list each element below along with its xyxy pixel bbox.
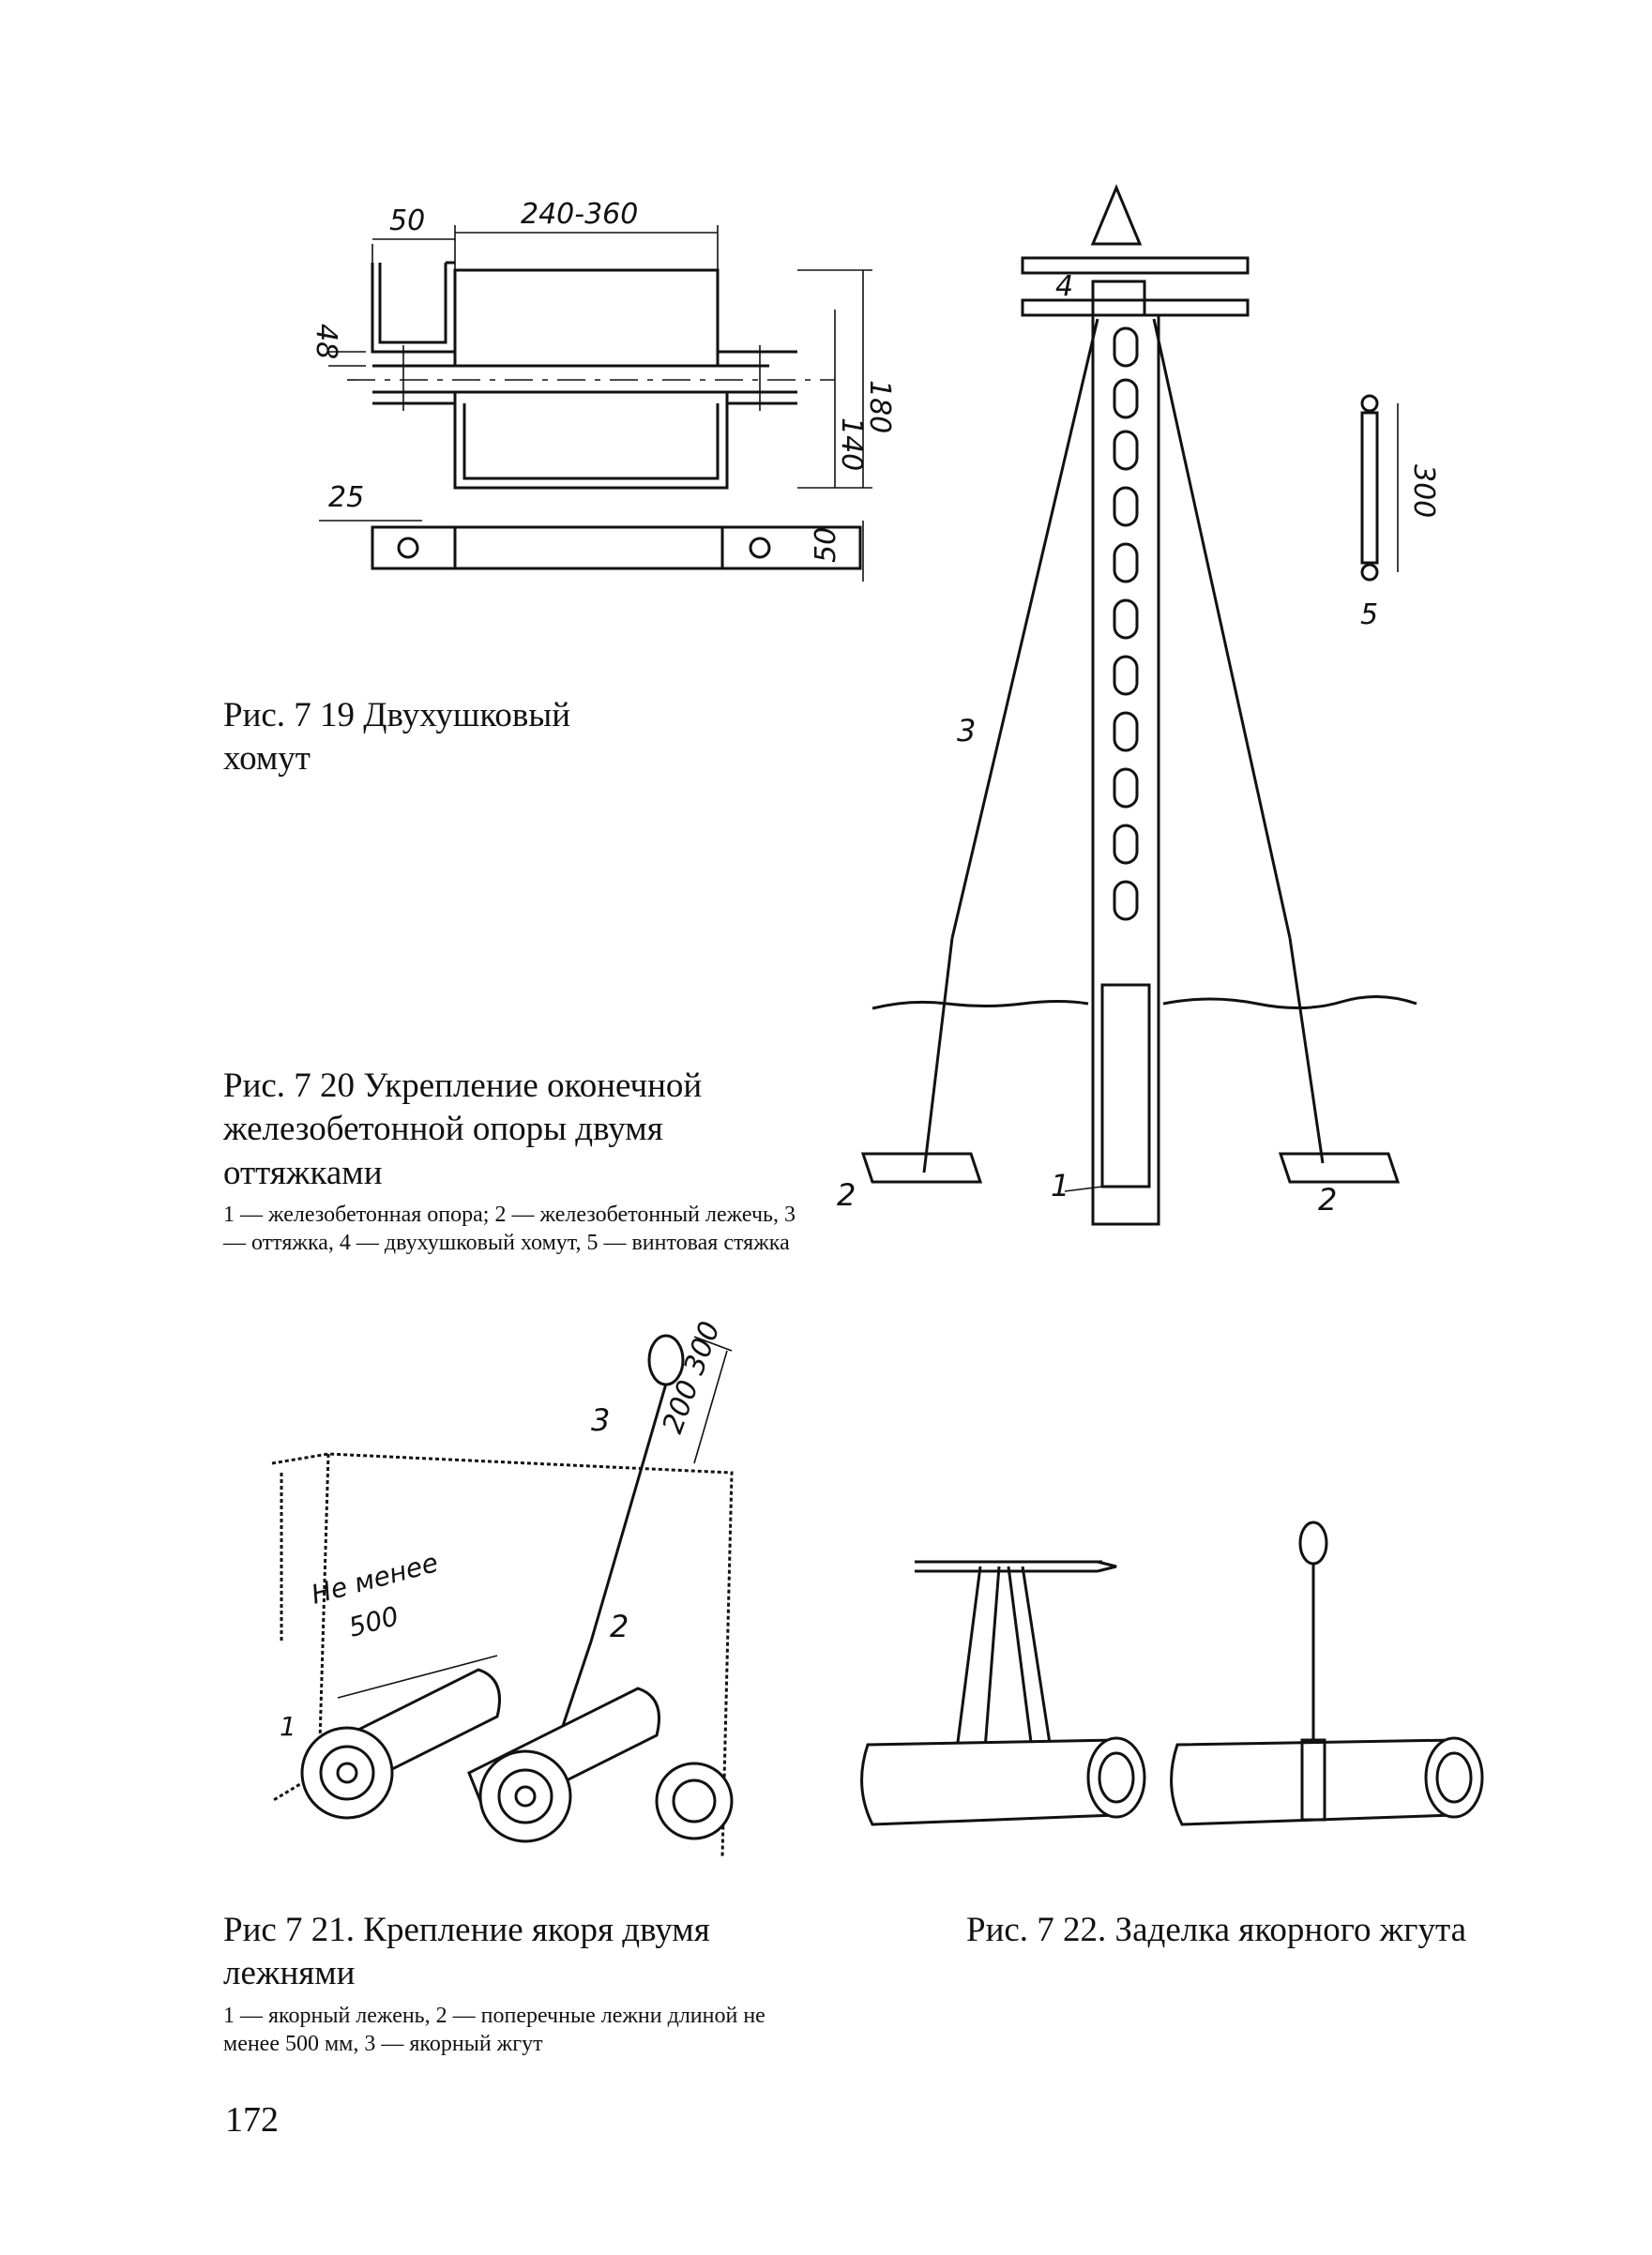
bundle-with-loop	[1172, 1522, 1482, 1824]
figure-7-20-caption	[223, 1065, 814, 1257]
anchor-slab-right	[1281, 1154, 1398, 1182]
clamp-upper-half	[372, 263, 797, 366]
pole-slots	[1114, 328, 1137, 919]
label-3: 3	[591, 1402, 611, 1438]
note-500: 500	[345, 1600, 402, 1643]
label-4: 4	[1055, 270, 1074, 303]
label-2-right: 2	[1318, 1182, 1338, 1218]
bolt-hole	[750, 538, 769, 557]
page-number: 172	[225, 2100, 279, 2140]
guy-wire-left	[952, 319, 1098, 938]
fig-7-20-caption-text: Рис. 7 20 Укрепление оконечной железобетонной опоры двумя оттяжками	[223, 1067, 703, 1192]
anchor-slab-left	[863, 1154, 980, 1182]
anchor-log-end-center	[480, 1751, 570, 1841]
dim-300: 300	[1407, 464, 1440, 519]
note-not-less: Не менее	[308, 1547, 442, 1611]
figure-7-19-caption	[223, 694, 636, 781]
label-2: 2	[610, 1609, 629, 1644]
label-1: 1	[280, 1711, 296, 1742]
label-1: 1	[1051, 1168, 1070, 1203]
dim-180: 180	[863, 380, 896, 434]
anchor-log-end-right	[657, 1763, 732, 1839]
screw-turnbuckle	[1360, 396, 1440, 631]
pole-top-cap	[1093, 188, 1140, 244]
dim-48: 48	[310, 324, 342, 360]
fig-7-21-caption-text: Рис 7 21. Крепление якоря двумя лежнями	[223, 1911, 710, 1993]
dim-240-360: 240-360	[521, 198, 639, 231]
fig-7-20-legend: 1 — железобетонная опора; 2 — железобетонный лежечь, 3 — оттяжка, 4 — двухушковый хомут, 5 — винтовая стяжка	[223, 1202, 796, 1255]
clamp-plan-strip	[372, 527, 860, 568]
guy-wire-right	[1154, 319, 1290, 938]
figure-7-19-clamp-drawing	[310, 188, 910, 638]
label-2-left: 2	[837, 1177, 856, 1213]
figure-7-22-caption	[966, 1909, 1548, 1952]
two-eared-clamp	[1093, 281, 1144, 315]
dim-200-300: 200 300	[656, 1317, 727, 1438]
ground-line	[872, 996, 1417, 1008]
figure-7-21-anchor-drawing	[253, 1317, 760, 1895]
label-3: 3	[957, 713, 977, 749]
dim-50-top: 50	[389, 204, 426, 237]
anchor-log-end-left	[302, 1728, 392, 1818]
fig-7-22-caption-text: Рис. 7 22. Заделка якорного жгута	[966, 1911, 1467, 1949]
dim-25: 25	[328, 481, 365, 514]
clamp-lower-half	[372, 392, 797, 488]
dim-50-right: 50	[810, 526, 842, 563]
dim-140: 140	[835, 417, 868, 472]
fig-7-19-caption-text: Рис. 7 19 Двухушковый хомут	[223, 696, 571, 779]
label-5: 5	[1360, 598, 1379, 631]
figure-7-21-caption	[223, 1909, 777, 2058]
bundle-with-bar	[862, 1562, 1144, 1824]
fig-7-21-legend: 1 — якорный лежень, 2 — поперечные лежни длиной не менее 500 мм, 3 — якорный жгут	[223, 2003, 765, 2056]
figure-7-22-drawing	[844, 1515, 1501, 1853]
bolt-hole	[399, 538, 417, 557]
